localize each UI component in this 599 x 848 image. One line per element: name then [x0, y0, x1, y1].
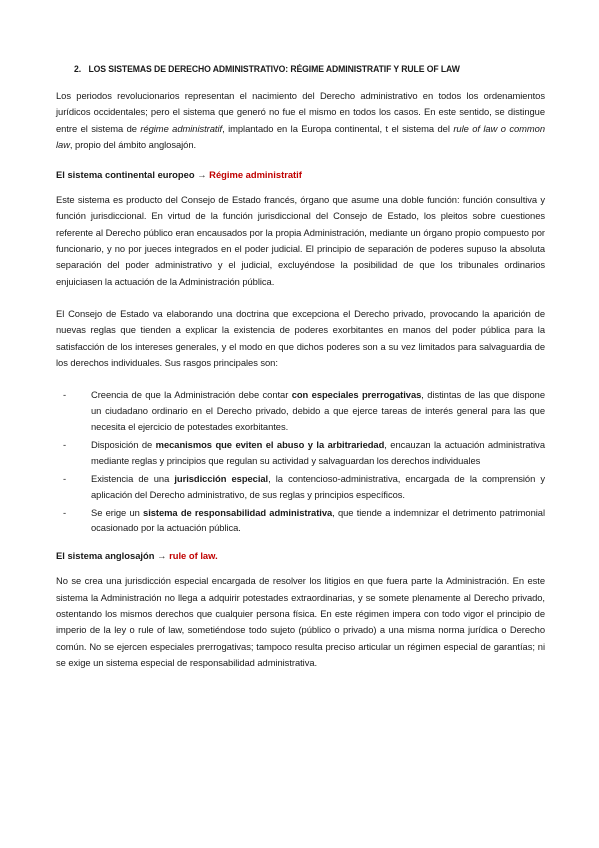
anglo-heading — [56, 550, 545, 561]
continental-features-list — [56, 387, 545, 536]
list-item-bold: sistema de responsabilidad administrativa — [143, 506, 333, 518]
intro-paragraph — [56, 88, 545, 153]
intro-text-2: , implantado en la Europa continental, t el sistema del — [222, 122, 454, 134]
list-item-text: , distintas de las que dispone un ciudadano ordinario en el Derecho privado, debido a que ejerce tareas de interés general para las que necesita el ejercicio de potestades exorbitantes. — [91, 389, 545, 432]
list-item-text: Se erige un — [91, 506, 144, 518]
anglo-heading-text: El sistema anglosajón — [56, 550, 158, 562]
section-title-text: LOS SISTEMAS DE DERECHO ADMINISTRATIVO: RÉGIME ADMINISTRATIF Y RULE OF LAW — [88, 64, 460, 74]
list-bullet: - — [63, 389, 67, 401]
list-item-text: Creencia de que la Administración debe contar — [91, 389, 292, 401]
list-bullet: - — [63, 506, 67, 518]
list-item — [56, 387, 545, 435]
list-item — [56, 437, 545, 469]
list-item-text: Existencia de una — [91, 472, 175, 484]
list-item-bold: mecanismos que eviten el abuso y la arbitrariedad — [155, 438, 385, 450]
list-item-text: , que tiende a indemnizar el detrimento patrimonial ocasionado por la actuación pública. — [91, 506, 545, 534]
list-item-text: , la contencioso-administrativa, encargada de la comprensión y aplicación del Derecho administrativo, de sus reglas y principios específicos. — [91, 472, 545, 500]
intro-emphasis-regime: régime administratif — [140, 122, 223, 134]
anglo-heading-highlight: rule of law. — [169, 550, 218, 562]
intro-text-1: Los periodos revolucionarios representan el nacimiento del Derecho administrativo en todos los ordenamientos jurídicos occidentales; pero el sistema que generó no fue el mismo en todos los casos. En este sentido, se distingue entre el sistema de — [56, 90, 545, 134]
arrow-right-icon: → — [157, 550, 167, 562]
anglo-paragraph-1: No se crea una jurisdicción especial encargada de resolver los litigios en que fuera parte la Administración. En este sistema la Administración no llega a adquirir potestades extraordinarias, y se somete plenamente al Derecho privado, ostentando los mismos derechos que cualquier persona física. En este régimen impera con todo vigor el principio de imperio de la ley o rule of law, sometiéndose todo sujeto (público o privado) a una misma norma jurídica o Derecho común. No se ejercen especiales prerrogativas; tampoco resulta preciso articular un régimen especial de garantías; ni se exige un sistema especial de responsabilidad administrativa. — [56, 575, 545, 668]
list-item-bold: jurisdicción especial — [174, 472, 269, 484]
list-item-bold: con especiales prerrogativas — [291, 389, 422, 401]
list-item-text: Disposición de — [91, 438, 156, 450]
continental-heading — [56, 169, 545, 180]
list-bullet: - — [63, 438, 67, 450]
intro-text-3: , propio del ámbito anglosajón. — [69, 138, 197, 150]
list-item-text: , encauzan la actuación administrativa mediante reglas y principios que regulan su actividad y salvaguardan los derechos individuales — [91, 438, 545, 466]
arrow-right-icon: → — [197, 169, 207, 181]
continental-heading-text: El sistema continental europeo — [56, 169, 198, 181]
section-title — [74, 64, 512, 74]
intro-emphasis-rule-of-law: rule of law o common law — [56, 122, 545, 150]
list-item — [56, 505, 545, 537]
list-bullet: - — [63, 472, 67, 484]
list-item — [56, 471, 545, 503]
continental-paragraph-1: Este sistema es producto del Consejo de Estado francés, órgano que asume una doble función: función consultiva y función jurisdiccional. En virtud de la función jurisdiccional del Consejo de Estado, los pleitos sobre cuestiones referente al Derecho público eran encausados por la propia Administración, mediante un órgano propio compuesto por funcionario, y no por jueces integrados en el poder judicial. El principio de separación de poderes supuso la absoluta separación del poder administrativo y el judicial, excluyéndose la posibilidad de que los tribunales ordinarios enjuiciasen la actuación de la Administración pública. — [56, 194, 545, 287]
continental-heading-highlight: Régime administratif — [209, 169, 302, 181]
continental-paragraph-2: El Consejo de Estado va elaborando una doctrina que excepciona el Derecho privado, provocando la aparición de nuevas reglas que tienden a explicar la existencia de poderes exorbitantes en manos del poder pública para la satisfacción de los intereses generales, y el modo en que dichos poderes son a su vez limitados para salvaguardia de los derechos individuales. Sus rasgos principales son: — [56, 307, 545, 368]
document-page — [56, 64, 545, 671]
section-number: 2. — [74, 64, 82, 74]
